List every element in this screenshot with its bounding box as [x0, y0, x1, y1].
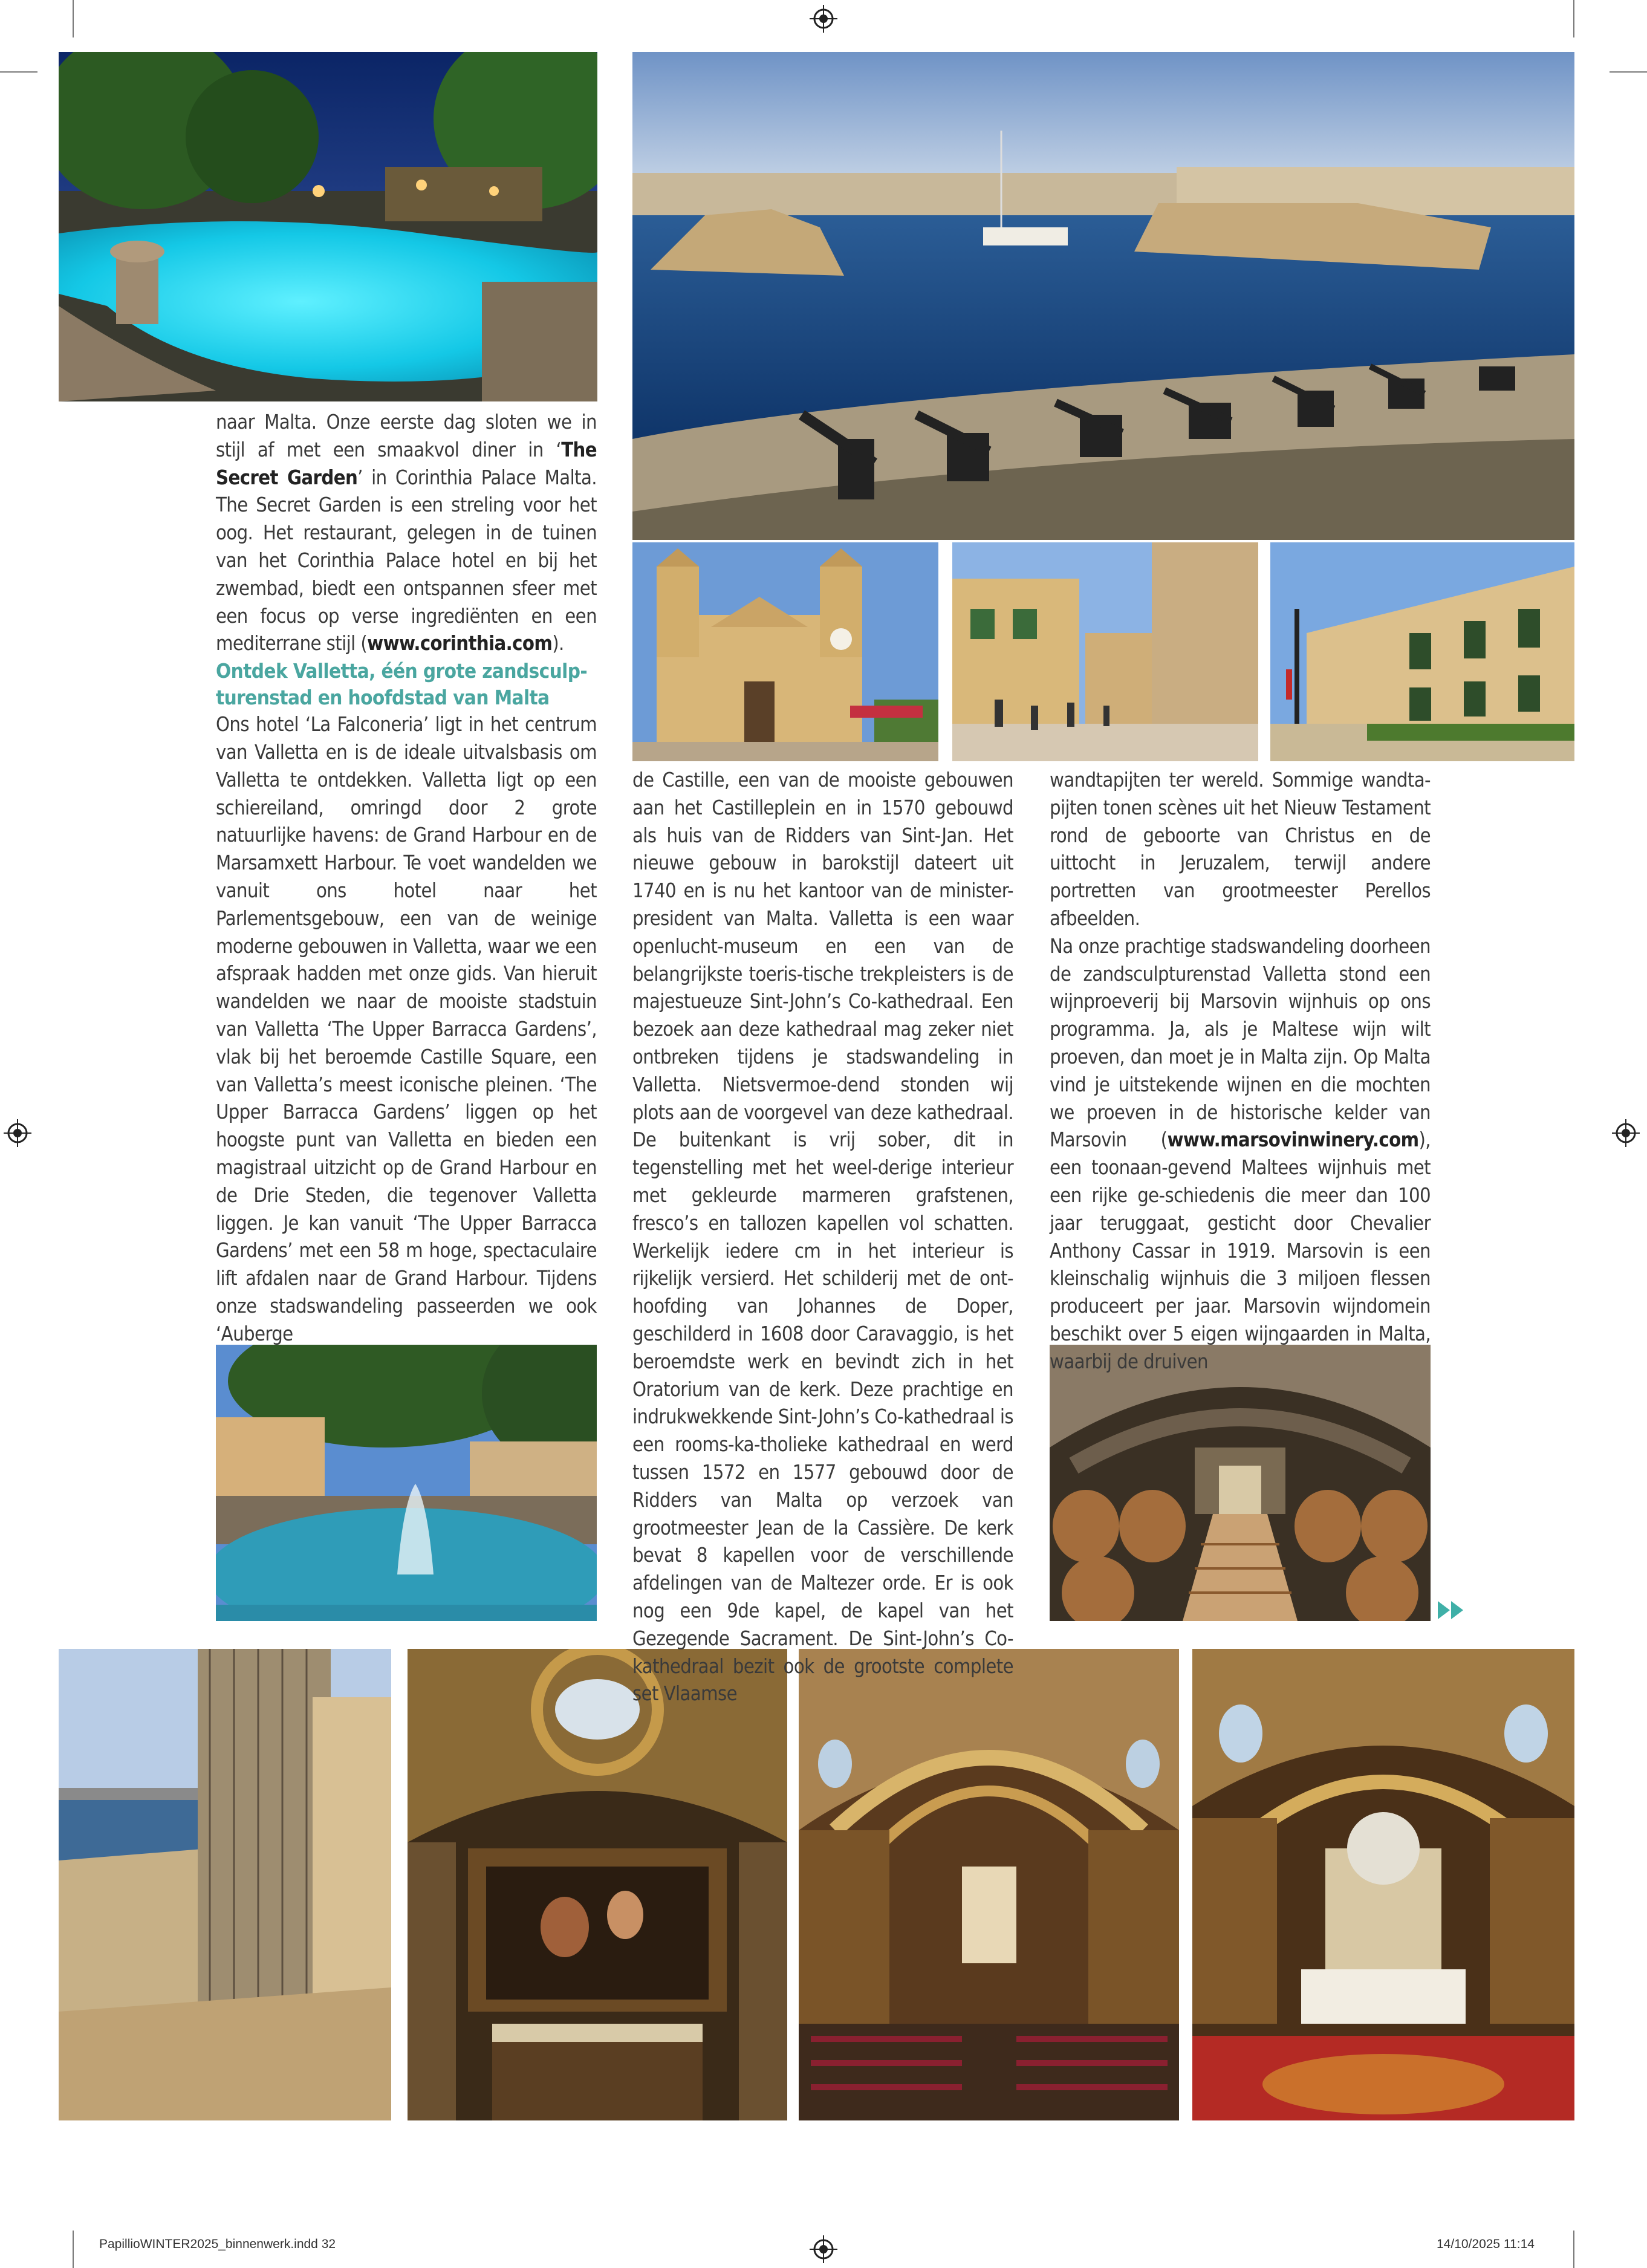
photo-altar — [1192, 1649, 1574, 2120]
crop-mark — [1573, 0, 1574, 37]
bold-text: The Secret Garden — [216, 438, 597, 489]
registration-mark-icon — [810, 5, 837, 33]
crop-mark — [1610, 71, 1647, 73]
paragraph: wandtapijten ter wereld. Sommige wandta-pijten tonen scènes uit het Nieuw Testament rond de geboorte van Christus en de uittocht in Jeruzalem, terwijl andere portretten van grootmeester Perellos afbeelden. — [1050, 768, 1431, 930]
bold-text: www.marsovinwinery.com — [1167, 1128, 1419, 1152]
paragraph: de Castille, een van de mooiste gebouwen aan het Castilleplein en in 1570 gebouwd als huis van de Ridders van Sint-Jan. Het nieuwe gebouw in barokstijl dateert uit 1740 en is nu het kantoor van de minister-president van Malta. Valletta is een waar openlucht-museum en een van de belangrijkste toeris-tische trekpleisters is de majestueuze Sint-John’s Co-kathedraal. Een bezoek aan deze kathedraal mag zeker niet ontbreken tijdens je stadswandeling in Valletta. Nietsvermoe-dend stonden wij plots aan de voorgevel van deze kathedraal. De buitenkant is vrij sober, dit in tegenstelling met het weel-derige interieur met gekleurde marmeren grafstenen, fresco’s en tallozen kapellen vol schatten. Werkelijk iedere cm in het interieur is rijkelijk versierd. Het schilderij met de ont-hoofding van Johannes de Doper, geschilderd in 1608 door Caravaggio, is het beroemdste werk en bevindt zich in het Oratorium van de kerk. Deze prachtige en indrukwekkende Sint-John’s Co-kathedraal is een rooms-ka-tholieke kathedraal en werd tussen 1572 en 1577 gebouwd door de Ridders van Malta op verzoek van grootmeester Jean de la Cassière. De kerk bevat 8 kapellen voor de verschillende afdelingen van de Maltezer orde. Er is ook nog een 9de kapel, de kapel van het Gezegende Sacrament. De Sint-John’s Co-kathedraal bezit ook de grootste complete set Vlaamse — [632, 768, 1013, 1706]
photo-street — [952, 542, 1258, 761]
registration-mark-icon — [4, 1119, 31, 1147]
photo-fountain — [216, 1345, 597, 1621]
paragraph: naar Malta. Onze eerste dag sloten we in stijl af met een smaakvol diner in ‘The Secret Garden’ in Corinthia Palace Malta. The Secret Garden is een streling voor het oog. Het restaurant, gelegen in de tuinen van het Corinthia Palace hotel en bij het zwembad, biedt een ontspannen sfeer met een focus op verse ingrediënten en een mediterrane stijl (www.corinthia.com). — [216, 411, 597, 655]
crop-mark — [73, 2231, 74, 2268]
text-column-1 — [216, 409, 597, 1348]
photo-auberge — [1270, 542, 1574, 761]
registration-mark-icon — [810, 2235, 837, 2263]
photo-harbour — [632, 52, 1574, 540]
footer-date: 14/10/2025 11:14 — [1437, 2237, 1535, 2251]
photo-caravaggio — [408, 1649, 787, 2120]
photo-cellar — [1050, 1345, 1431, 1621]
crop-mark — [0, 71, 37, 73]
section-heading: Ontdek Valletta, één grote zandsculp-turenstad en hoofdstad van Malta — [216, 659, 588, 710]
text-column-3 — [1050, 767, 1431, 1376]
paragraph: Ons hotel ‘La Falconeria’ ligt in het centrum van Valletta en is de ideale uitvalsbasis om Valletta te ontdekken. Valletta ligt op een schiereiland, omringd door 2 grote natuurlijke havens: de Grand Harbour en de Marsamxett Harbour. Te voet wandelden we vanuit ons hotel naar het Parlementsgebouw, een van de weinige moderne gebouwen in Valletta, waar we een afspraak hadden met onze gids. Van hieruit wandelden we naar de mooiste stadstuin van Valletta ‘The Upper Barracca Gardens’, vlak bij het beroemde Castille Square, een van Valletta’s meest iconische pleinen. ‘The Upper Barracca Gardens’ liggen op het hoogste punt van Valletta en bieden een magistraal uitzicht op de Grand Harbour en de Drie Steden, die tegenover Valletta liggen. Je kan vanuit ‘The Upper Barracca Gardens’ met een 58 m hoge, spectaculaire lift afdalen naar de Grand Harbour. Tijdens onze stadswandeling passeerden we ook ‘Auberge — [216, 713, 597, 1345]
crop-mark — [1573, 2231, 1574, 2268]
photo-nave — [799, 1649, 1179, 2120]
photo-cathedral — [632, 542, 938, 761]
continue-arrow-icon — [1438, 1601, 1464, 1619]
bold-text: www.corinthia.com — [367, 632, 553, 655]
registration-mark-icon — [1612, 1119, 1640, 1147]
photo-lift — [59, 1649, 391, 2120]
paragraph: Na onze prachtige stadswandeling doorheen de zandsculpturenstad Valletta stond een wijnproeverij bij Marsovin wijnhuis op ons programma. Ja, als je Maltese wijn wilt proeven, dan moet je in Malta zijn. Op Malta vind je uitstekende wijnen en die mochten we proeven in de historische kelder van Marsovin (www.marsovinwinery.com), een toonaan-gevend Maltees wijnhuis met een rijke ge-schiedenis die meer dan 100 jaar teruggaat, gesticht door Chevalier Anthony Cassar in 1919. Marsovin is een kleinschalig wijnhuis die 3 miljoen flessen produceert per jaar. Marsovin wijndomein beschikt over 5 eigen wijngaarden in Malta, waarbij de druiven — [1050, 934, 1431, 1373]
footer-file-info: PapillioWINTER2025_binnenwerk.indd 32 — [99, 2237, 336, 2251]
photo-pool — [59, 52, 597, 401]
crop-mark — [73, 0, 74, 37]
text-column-2 — [632, 767, 1013, 1708]
